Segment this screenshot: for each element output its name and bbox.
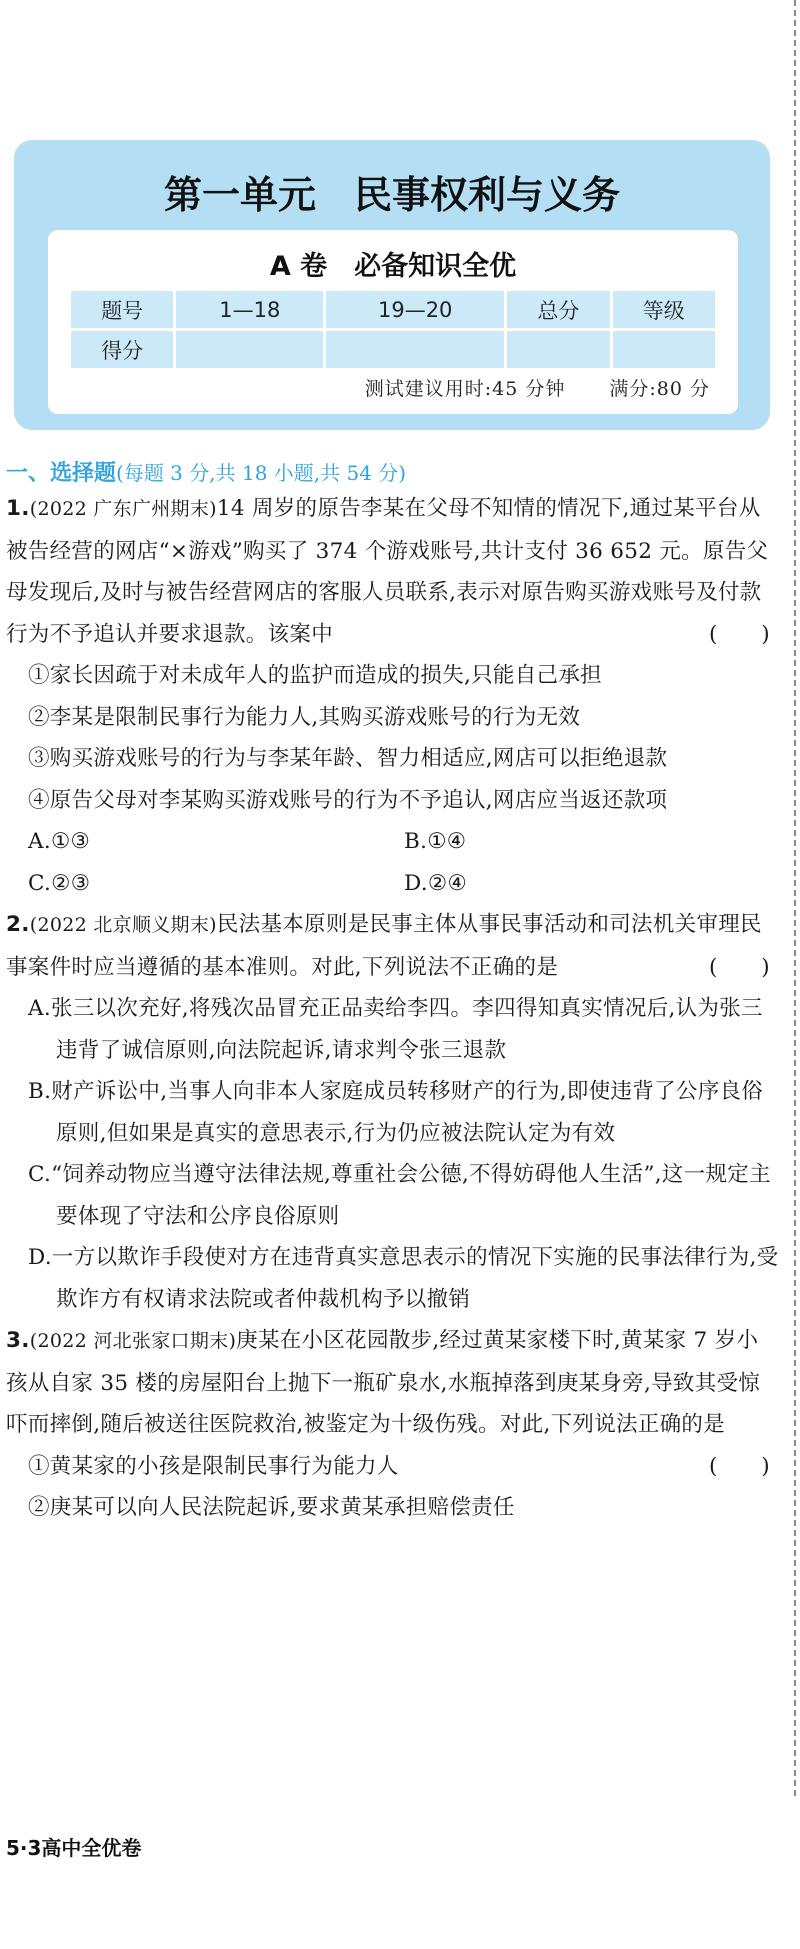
answer-blank: ( ) [709, 621, 770, 647]
unit-title: 第一单元 民事权利与义务 [163, 173, 620, 217]
option-b: B.①④ [404, 829, 467, 854]
footer-brand: 5·3高中全优卷 [6, 1836, 142, 1860]
section-desc: (每题 3 分,共 18 小题,共 54 分) [116, 461, 407, 485]
option-d: D.一方以欺诈手段使对方在违背真实意思表示的情况下实施的民事法律行为,受欺诈方有权请求法院或者仲裁机构予以撤销 [28, 1245, 779, 1312]
score-cell: 总分 [507, 291, 609, 328]
question-number: 2. [6, 912, 30, 937]
question-3 [6, 1320, 780, 1529]
option-a: A.①③ [28, 829, 91, 854]
statement: ①家长因疏于对未成年人的监护而造成的损失,只能自己承担 [28, 663, 602, 688]
statement: ②庚某可以向人民法院起诉,要求黄某承担赔偿责任 [28, 1495, 515, 1520]
question-list [6, 488, 780, 1529]
option-c: C.②③ [28, 870, 91, 896]
score-cell [326, 331, 504, 368]
time-note: 测试建议用时:45 分钟 [364, 378, 566, 400]
statement: ③购买游戏账号的行为与李某年龄、智力相适应,网店可以拒绝退款 [28, 746, 668, 771]
option-row [6, 821, 780, 863]
question-number: 1. [6, 496, 30, 521]
score-table-score-row [71, 331, 715, 368]
score-cell: 1—18 [176, 291, 323, 328]
score-cell: 19—20 [326, 291, 504, 328]
statement: ②李某是限制民事行为能力人,其购买游戏账号的行为无效 [28, 704, 581, 730]
score-cell: 等级 [613, 291, 715, 328]
question-source: (2022 广东广州期末) [29, 498, 217, 520]
question-2 [6, 904, 780, 1320]
question-stem [6, 904, 780, 988]
score-note: 满分:80 分 [609, 378, 710, 400]
question-stem [6, 488, 780, 655]
option-d: D.②④ [404, 870, 468, 896]
unit-header [14, 140, 770, 430]
paper-subtitle: A 卷 必备知识全优 [269, 251, 517, 282]
section-title-text: 一、选择题 [6, 461, 117, 486]
option-b: B.财产诉讼中,当事人向非本人家庭成员转移财产的行为,即使违背了公序良俗原则,但如果是真实的意思表示,行为仍应被法院认定为有效 [28, 1079, 764, 1146]
option-row [6, 863, 780, 905]
question-number: 3. [6, 1328, 30, 1353]
question-source: (2022 北京顺义期末) [29, 914, 217, 936]
exam-info-box [48, 230, 738, 414]
answer-blank: ( ) [709, 954, 770, 980]
question-text: 庚某在小区花园散步,经过黄某家楼下时,黄某家 7 岁小孩从自家 35 楼的房屋阳台上抛下一瓶矿泉水,水瓶掉落到庚某身旁,导致其受惊吓而摔倒,随后被送往医院救治,被鉴定为十级伤残。对此,下列说法正确的是 [6, 1328, 761, 1437]
page-edge-line [794, 0, 796, 1800]
question-text: 民法基本原则是民事主体从事民事活动和司法机关审理民事案件时应当遵循的基本准则。对此,下列说法不正确的是 [6, 912, 762, 980]
time-and-score-note [365, 374, 710, 401]
question-source: (2022 河北张家口期末) [29, 1330, 237, 1352]
answer-blank: ( ) [709, 1453, 770, 1479]
score-table-header-row [71, 291, 715, 328]
score-table [68, 288, 718, 371]
score-cell: 题号 [71, 291, 173, 328]
score-cell: 得分 [71, 331, 173, 368]
option-a: A.张三以次充好,将残次品冒充正品卖给李四。李四得知真实情况后,认为张三违背了诚信原则,向法院起诉,请求判令张三退款 [28, 996, 763, 1063]
score-cell [176, 331, 323, 368]
score-cell [507, 331, 609, 368]
question-text: 14 周岁的原告李某在父母不知情的情况下,通过某平台从被告经营的网店“×游戏”购买了 374 个游戏账号,共计支付 36 652 元。原告父母发现后,及时与被告经营网店的客服人员联系,表示对原告购买游戏账号及付款行为不予追认并要求退款。该案中 [6, 496, 769, 647]
section-title [6, 456, 406, 487]
option-c: C.“饲养动物应当遵守法律法规,尊重社会公德,不得妨碍他人生活”,这一规定主要体现了守法和公序良俗原则 [28, 1162, 771, 1229]
statement: ①黄某家的小孩是限制民事行为能力人 [28, 1453, 399, 1479]
statement: ④原告父母对李某购买游戏账号的行为不予追认,网店应当返还款项 [28, 787, 668, 813]
score-cell [613, 331, 715, 368]
question-1 [6, 488, 780, 904]
